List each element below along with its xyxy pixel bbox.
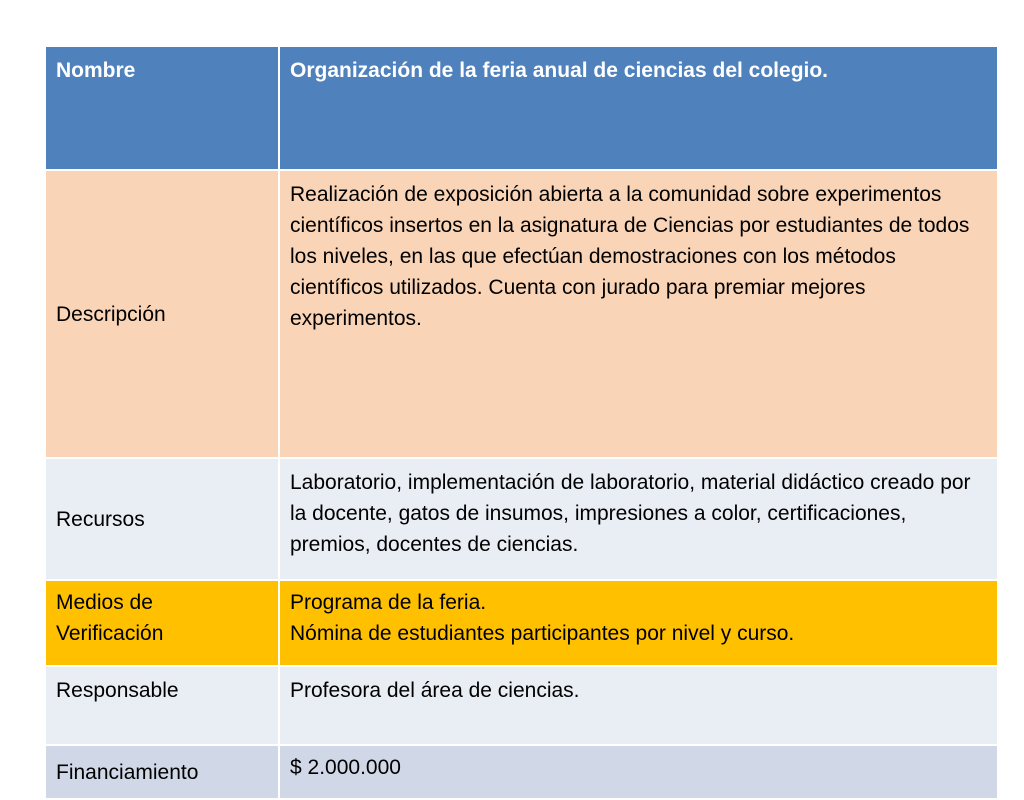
responsable-label: Responsable — [45, 666, 279, 745]
project-info-table — [44, 45, 999, 800]
descripcion-label: Descripción — [45, 170, 279, 458]
table-row-descripcion — [45, 170, 998, 458]
financiamiento-value: $ 2.000.000 — [279, 745, 998, 799]
table-row-medios-verificacion — [45, 580, 998, 666]
descripcion-value: Realización de exposición abierta a la comunidad sobre experimentos científicos insertos en la asignatura de Ciencias por estudiantes de todos los niveles, en las que efectúan demostraciones con los métodos científicos utilizados. Cuenta con jurado para premiar mejores experimentos. — [279, 170, 998, 458]
nombre-label: Nombre — [45, 46, 279, 170]
table-row-recursos — [45, 458, 998, 580]
medios-verificacion-label — [45, 580, 279, 666]
medios-verificacion-label-line-2: Verificación — [56, 622, 164, 645]
medios-verificacion-value-line-1: Programa de la feria. — [290, 591, 487, 614]
table-row-responsable — [45, 666, 998, 745]
table-row-nombre — [45, 46, 998, 170]
responsable-value: Profesora del área de ciencias. — [279, 666, 998, 745]
medios-verificacion-value-line-2: Nómina de estudiantes participantes por nivel y curso. — [290, 622, 795, 645]
recursos-value: Laboratorio, implementación de laboratorio, material didáctico creado por la docente, gatos de insumos, impresiones a color, certificaciones, premios, docentes de ciencias. — [279, 458, 998, 580]
recursos-label: Recursos — [45, 458, 279, 580]
table-row-financiamiento — [45, 745, 998, 799]
financiamiento-label: Financiamiento — [45, 745, 279, 799]
medios-verificacion-label-line-1: Medios de — [56, 591, 153, 614]
nombre-value: Organización de la feria anual de ciencias del colegio. — [279, 46, 998, 170]
medios-verificacion-value — [279, 580, 998, 666]
